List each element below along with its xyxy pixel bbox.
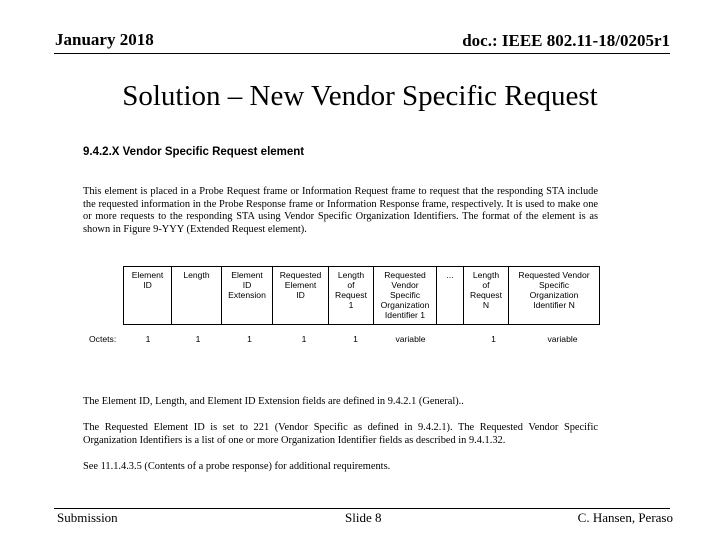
octet-value: 1 bbox=[301, 334, 307, 344]
octets-label: Octets: bbox=[89, 334, 117, 344]
field-cell bbox=[222, 267, 273, 325]
octet-value: 1 bbox=[195, 334, 201, 344]
field-label: Element ID Extension bbox=[228, 270, 266, 300]
slide-title: Solution – New Vendor Specific Request bbox=[122, 80, 598, 112]
octet-value: variable bbox=[395, 334, 426, 344]
element-format-table bbox=[123, 266, 600, 325]
field-row bbox=[124, 267, 600, 325]
footer-rule bbox=[54, 508, 670, 509]
field-label: Requested Element ID bbox=[279, 270, 322, 300]
field-label: Length of Request N bbox=[469, 270, 502, 310]
field-label: Length of Request 1 bbox=[334, 270, 367, 310]
octet-value: 1 bbox=[247, 334, 252, 344]
header-date: January 2018 bbox=[55, 30, 154, 49]
octet-value: 1 bbox=[491, 334, 496, 344]
field-label: Length bbox=[183, 270, 210, 280]
fields-defined-paragraph: The Element ID, Length, and Element ID Extension fields are defined in 9.4.2.1 (General).. bbox=[83, 396, 464, 407]
field-label: Element ID bbox=[131, 270, 164, 290]
header-doc-id: doc.: IEEE 802.11-18/0205r1 bbox=[462, 31, 670, 50]
field-label: ... bbox=[446, 270, 454, 280]
header-rule bbox=[54, 53, 670, 54]
footer-submission: Submission bbox=[57, 510, 118, 525]
field-cell bbox=[124, 267, 172, 325]
field-label: Requested Vendor Specific Organization Identifier N bbox=[518, 270, 590, 310]
field-cell bbox=[374, 267, 437, 325]
field-label: Requested Vendor Specific Organization Identifier 1 bbox=[380, 270, 430, 320]
requested-element-paragraph: The Requested Element ID is set to 221 (Vendor Specific as defined in 9.4.2.1). The Requested Vendor Specific Organization Identifiers is a list of one or more Organization Identifier fields as described in 9.4.1.32. bbox=[83, 422, 598, 446]
field-cell bbox=[329, 267, 374, 325]
section-heading: 9.4.2.X Vendor Specific Request element bbox=[83, 146, 305, 158]
intro-paragraph: This element is placed in a Probe Request frame or Information Request frame to request that the responding STA include the requested information in the Probe Response frame or Information Response frame, respectively. It is used to make one or more requests to the responding STA using Vendor Specific Organization Identifiers. The format of the element is as shown in Figure 9-YYY (Extended Request element). bbox=[83, 186, 598, 235]
octet-value: variable bbox=[547, 334, 578, 344]
field-cell bbox=[464, 267, 509, 325]
field-cell bbox=[172, 267, 222, 325]
field-cell bbox=[273, 267, 329, 325]
field-cell bbox=[509, 267, 600, 325]
octet-value: 1 bbox=[145, 334, 151, 344]
octet-value: 1 bbox=[353, 334, 358, 344]
field-cell bbox=[437, 267, 464, 325]
footer-slide-number: Slide 8 bbox=[345, 510, 382, 525]
see-also-paragraph: See 11.1.4.3.5 (Contents of a probe response) for additional requirements. bbox=[83, 461, 391, 472]
footer-author: C. Hansen, Peraso bbox=[577, 510, 673, 525]
